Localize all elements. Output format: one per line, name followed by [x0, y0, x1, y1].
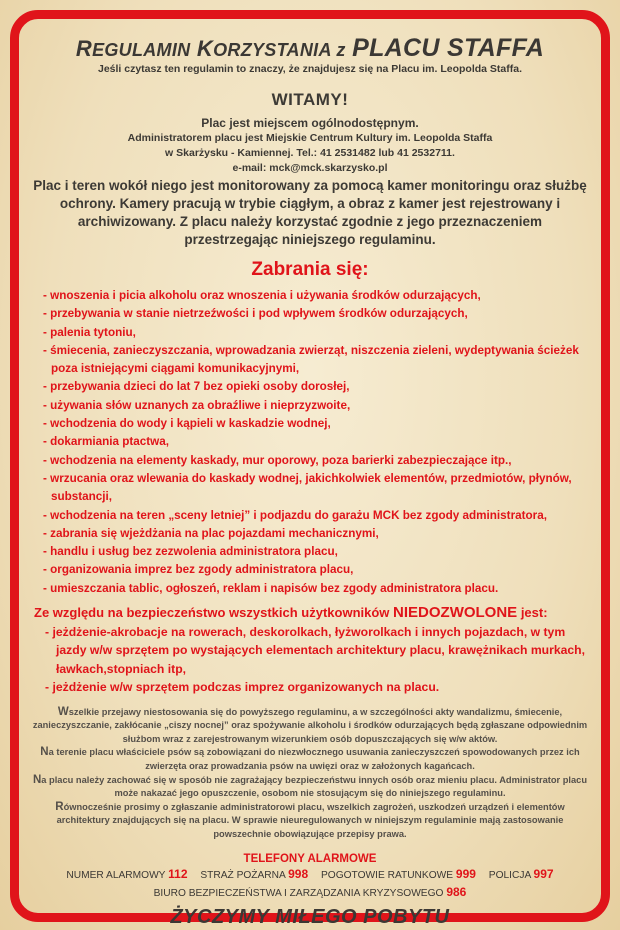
public-place-line: Plac jest miejscem ogólnodostępnym.: [201, 116, 419, 130]
list-item: - zabrania się wjeżdżania na plac pojazdami mechanicznymi,: [43, 526, 379, 540]
alarm-label: NUMER ALARMOWY: [66, 869, 166, 881]
list-item: - handlu i usług bez zezwolenia administratora placu,: [43, 545, 338, 559]
list-item: - przebywania dzieci do lat 7 bez opieki osoby dorosłej,: [43, 380, 350, 394]
not-allowed-highlight: NIEDOZWOLONE: [393, 604, 518, 622]
note-initial: N: [32, 773, 42, 786]
rescue-number: 999: [455, 866, 476, 881]
note-initial: N: [40, 746, 49, 759]
not-allowed-heading: [30, 604, 590, 621]
emergency-heading: TELEFONY ALARMOWE: [243, 852, 377, 865]
title-initial-r: R: [75, 36, 93, 61]
fire-number: 998: [288, 866, 309, 881]
list-item: - przebywania w stanie nietrzeźwości i pod wpływem środków odurzających,: [43, 307, 468, 321]
note-text: a placu należy zachować się w sposób nie zagrażający bezpieczeństwu innych osób oraz mieniu placu. Administrator placu może nakazać jego opuszczenie, osobom nie stosującym się do niniejszego regulaminu.: [41, 774, 588, 799]
title-initial-k: K: [196, 36, 214, 61]
prohibited-list: [30, 287, 590, 598]
list-item: - dokarmiania ptactwa,: [43, 435, 170, 449]
prohibited-heading: Zabrania się:: [251, 259, 369, 280]
not-allowed-intro: Ze względu na bezpieczeństwo wszystkich użytkowników: [34, 605, 394, 621]
list-item: - umieszczania tablic, ogłoszeń, reklam i napisów bez zgody administratora placu.: [43, 581, 499, 595]
crisis-office-line: [30, 884, 590, 902]
list-item: - wchodzenia na elementy kaskady, mur oporowy, poza barierki zabezpieczające itp.,: [43, 453, 512, 467]
emergency-numbers-line: [30, 866, 590, 884]
note-text: szelkie przejawy niestosowania się do powyższego regulaminu, a w szczególności akty wandalizmu, śmiecenie, zanieczyszczanie, zakłócanie „ciszy nocnej” oraz spożywanie alkoholu i środków odurzających będą zgłaszane odpowiednim służbom wraz z zarejestrowanym wizerunkiem osób dopuszczających się w/w aktów.: [32, 706, 588, 744]
note-paragraph: [30, 706, 590, 747]
list-item: - jeżdżenie w/w sprzętem podczas imprez organizowanych na placu.: [45, 680, 440, 695]
note-paragraph: [30, 746, 590, 773]
notes-section: [30, 706, 590, 842]
rescue-label: POGOTOWIE RATUNKOWE: [320, 869, 454, 881]
fire-label: STRAŻ POŻARNA: [200, 869, 286, 881]
address-phone-line: w Skarżysku - Kamiennej. Tel.: 41 2531482 lub 41 2532711.: [165, 147, 455, 159]
note-initial: W: [57, 705, 69, 718]
note-paragraph: [30, 801, 590, 842]
alarm-number: 112: [168, 866, 188, 881]
list-item: - wrzucania oraz wlewania do kaskady wodnej, jakichkolwiek elementów, przedmiotów, płynów, substancji,: [43, 471, 572, 504]
page-title: [30, 36, 590, 62]
title-word-regulamin: EGULAMIN: [92, 40, 191, 60]
closing-message: ŻYCZYMY MIŁEGO POBYTU: [170, 905, 450, 928]
list-item: - wchodzenia na teren „sceny letniej” i podjazdu do garażu MCK bez zgody administratora,: [43, 508, 547, 522]
list-item: - używania słów uznanych za obraźliwe i nieprzyzwoite,: [43, 398, 351, 412]
regulations-sign: [30, 36, 590, 929]
title-word-korzystania: ORZYSTANIA z: [213, 40, 346, 60]
note-text: ównocześnie prosimy o zgłaszanie administratorowi placu, wszelkich zagrożeń, uszkodzeń urządzeń i elementów architektury znajdujących się na placu. W sprawie nieuregulowanych w niniejszym regulaminie mają zastosowanie powszechnie obowiązujące przepisy prawa.: [56, 801, 565, 840]
not-allowed-suffix: jest:: [517, 605, 548, 621]
list-item: - palenia tytoniu,: [43, 325, 136, 339]
list-item: - wnoszenia i picia alkoholu oraz wnoszenia i używania środków odurzających,: [43, 289, 481, 302]
list-item: - organizowania imprez bez zgody administratora placu,: [43, 563, 354, 577]
email-line: e-mail: mck@mck.skarzysko.pl: [232, 162, 388, 174]
monitoring-paragraph: Plac i teren wokół niego jest monitorowany za pomocą kamer monitoringu oraz służbę ochrony. Kamery pracują w trybie ciągłym, a obraz z kamer jest rejestrowany i archiwizowany. Z placu należy korzystać zgodnie z jego przeznaczeniem przestrzegając niniejszego regulaminu.: [33, 178, 587, 247]
welcome-heading: WITAMY!: [271, 90, 349, 109]
note-paragraph: [30, 774, 590, 801]
list-item: - śmiecenia, zanieczyszczania, wprowadzania zwierząt, niszczenia zieleni, wydeptywania ścieżek poza istniejącymi ciągami komunikacyjnymi,: [43, 343, 579, 376]
administrator-line: Administratorem placu jest Miejskie Centrum Kultury im. Leopolda Staffa: [127, 132, 493, 144]
note-initial: R: [55, 800, 64, 813]
police-number: 997: [533, 866, 554, 881]
subtitle: Jeśli czytasz ten regulamin to znaczy, że znajdujesz się na Placu im. Leopolda Staffa.: [97, 63, 522, 75]
title-place-name: PLACU STAFFA: [352, 34, 545, 62]
crisis-label: BIURO BEZPIECZEŃSTWA I ZARZĄDZANIA KRYZYSOWEGO: [153, 887, 444, 899]
crisis-number: 986: [446, 884, 467, 899]
list-item: - jeżdżenie-akrobacje na rowerach, deskorolkach, łyżworolkach i innych pojazdach, w tym jazdy w/w sprzętem po wystających elementach architektury placu, krawężnikach murkach, ławkach,stopniach itp,: [45, 625, 586, 676]
police-label: POLICJA: [488, 869, 531, 881]
list-item: - wchodzenia do wody i kąpieli w kaskadzie wodnej,: [43, 417, 331, 431]
not-allowed-list: [30, 623, 590, 697]
note-text: a terenie placu właściciele psów są zobowiązani do niezwłocznego usuwania zanieczyszczeń spowodowanych przez ich zwierzęta oraz prowadzania psów na uwięzi oraz w założonych kagańcach.: [48, 747, 580, 772]
